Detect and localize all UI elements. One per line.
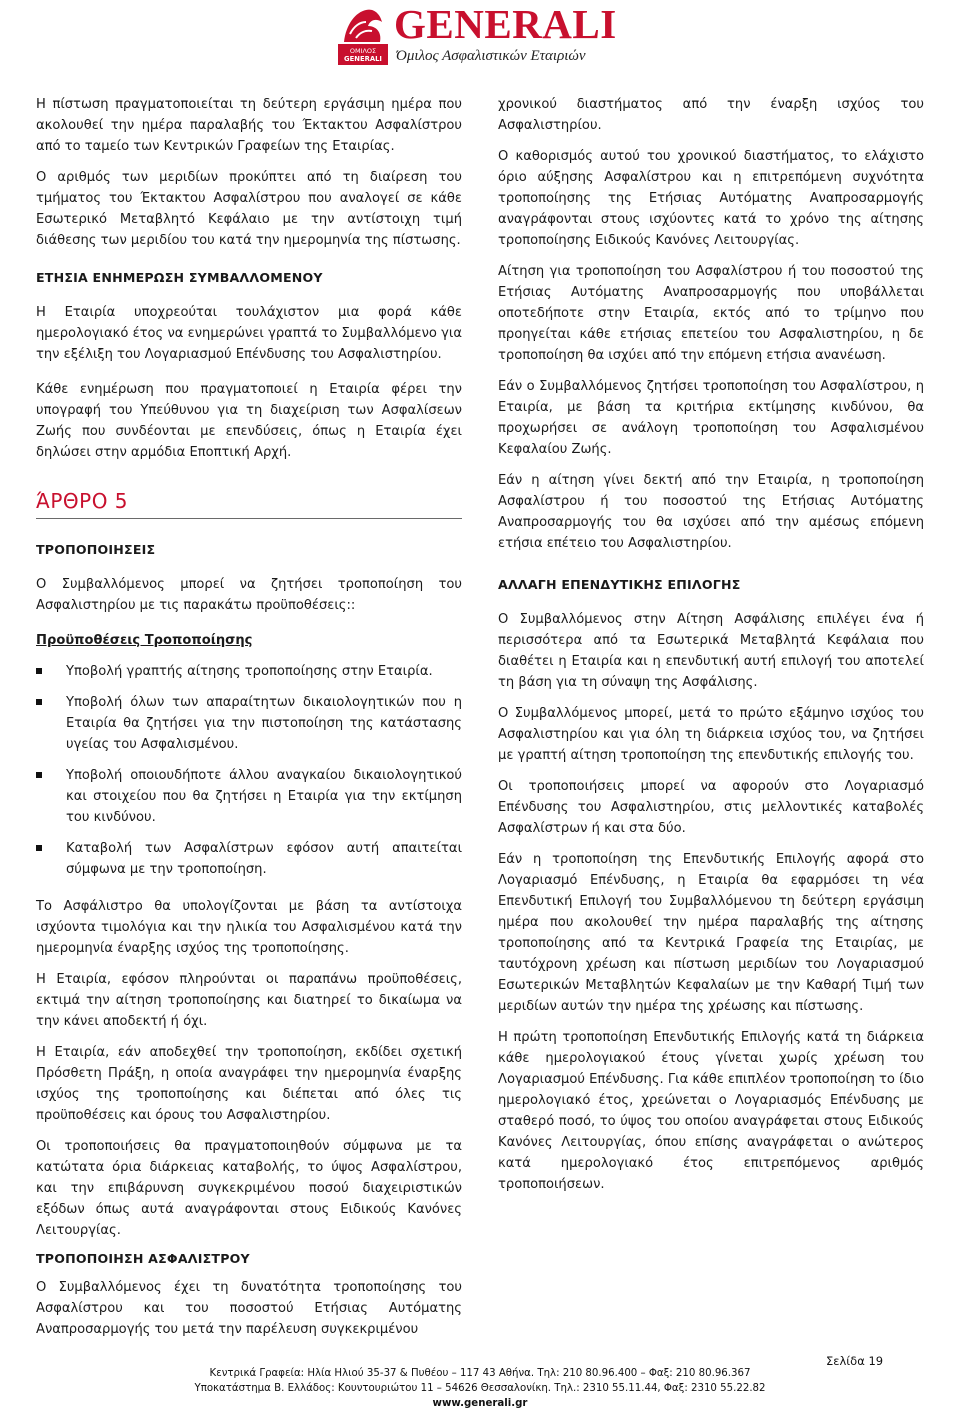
brand-name: GENERALI xyxy=(394,1,617,47)
website-link[interactable]: www.generali.gr xyxy=(432,1398,528,1409)
list-item-text: Υποβολή γραπτής αίτησης τροποποίησης στην Εταιρία. xyxy=(66,664,433,679)
paragraph: Οι τροποποιήσεις μπορεί να αφορούν στο Λογαριασμό Επένδυσης του Ασφαλιστηρίου, στις μελλοντικές καταβολές Ασφαλίστρων ή και στα δύο. xyxy=(498,779,924,836)
generali-logo xyxy=(336,1,617,68)
list-item-text: Καταβολή των Ασφαλίστρων εφόσον αυτή απαιτείται σύμφωνα με την τροποποίηση. xyxy=(66,841,462,877)
paragraph: Ο αριθμός των μεριδίων προκύπτει από τη διαίρεση του τμήματος του Έκτακτου Ασφαλίστρου που αναλογεί σε κάθε Εσωτερικό Μεταβλητό Κεφάλαιο με την αντίστοιχη τιμή διάθεσης των μεριδίου του κατά την ημερομηνία της πίστωσης. xyxy=(36,170,462,248)
brand-tagline: Όμιλος Ασφαλιστικών Εταιριών xyxy=(396,48,586,64)
paragraph: Η πίστωση πραγματοποιείται τη δεύτερη εργάσιμη ημέρα που ακολουθεί την ημέρα παραλαβής του Έκτακτου Ασφαλίστρου από το ταμείο των Κεντρικών Γραφείων της Εταιρίας. xyxy=(36,97,462,154)
right-column xyxy=(498,94,924,1205)
badge-line1: ΟΜΙΛΟΣ xyxy=(349,47,377,55)
paragraph: Ο Συμβαλλόμενος στην Αίτηση Ασφάλισης επιλέγει ένα ή περισσότερα από τα Εσωτερικά Μεταβλητά Κεφάλαια που διαθέτει η Εταιρία και η επενδυτική αυτή επιλογή του αποτελεί τη βάση για τη σύναψη της Ασφάλισης. xyxy=(498,612,924,690)
paragraph: χρονικού διαστήματος από την έναρξη ισχύος του Ασφαλιστηρίου. xyxy=(498,97,924,133)
list-item-text: Υποβολή οποιουδήποτε άλλου αναγκαίου δικαιολογητικού και στοιχείου που θα ζητήσει η Εταιρία για την εκτίμηση του κινδύνου. xyxy=(66,768,462,825)
section-heading: ΑΛΛΑΓΗ ΕΠΕΝΔΥΤΙΚΗΣ ΕΠΙΛΟΓΗΣ xyxy=(498,577,741,592)
paragraph: Η πρώτη τροποποίηση Επενδυτικής Επιλογής κατά τη διάρκεια κάθε ημερολογιακού έτους γίνεται χωρίς χρέωση του Λογαριασμού Επένδυσης. Για κάθε επιπλέον τροποποίηση το ίδιο ημερολογιακό έτος, χρεώνεται ο Λογαριασμός Επένδυσης με σταθερό ποσό, το ύψος του οποίου αναγράφεται στους Ειδικούς Κανόνες Λειτουργίας, όπου επίσης αναγράφεται ο ανώτερος κατά ημερολογιακό έτος επιτρεπόμενος αριθμός τροποποιήσεων. xyxy=(498,1030,924,1192)
paragraph: Εάν η τροποποίηση της Επενδυτικής Επιλογής αφορά στο Λογαριασμό Επένδυσης, η Εταιρία θα εφαρμόσει τη νέα Επενδυτική Επιλογή του Συμβαλλόμενου τη δεύτερη εργάσιμη ημέρα που ακολουθεί την ημέρα παραλαβής της αίτησης τροποποίησης από τα Κεντρικά Γραφεία της Εταιρίας, με ταυτόχρονη χρέωση και πίστωση μεριδίων του Λογαριασμού Εσωτερικών Μεταβλητών Κεφαλαίων με την Καθαρή Τιμή των μεριδίων αυτών την ημέρα της χρέωσης και πίστωσης. xyxy=(498,852,924,1014)
section-heading: ΤΡΟΠΟΠΟΙΗΣΗ ΑΣΦΑΛΙΣΤΡΟΥ xyxy=(36,1251,250,1266)
paragraph: Ο καθορισμός αυτού του χρονικού διαστήματος, το ελάχιστο όριο αύξησης Ασφαλίστρου και η επιτρεπόμενη συχνότητα τροποποίησης της Ετήσιας Αυτόματης Αναπροσαρμογής αναγράφονται στους ισχύοντες κατά το χρόνο της αίτησης τροποποίησης Ειδικούς Κανόνες Λειτουργίας. xyxy=(498,149,924,248)
list-item xyxy=(36,692,462,755)
paragraph: Η Εταιρία υποχρεούται τουλάχιστον μια φορά κάθε ημερολογιακό έτος να ενημερώνει γραπτά το Συμβαλλόμενο για την εξέλιξη του Λογαριασμού Επένδυσης του Ασφαλιστηρίου. xyxy=(36,305,462,362)
paragraph: Ο Συμβαλλόμενος μπορεί, μετά το πρώτο εξάμηνο ισχύος του Ασφαλιστηρίου και για όλη τη διάρκεια ισχύος του, να ζητήσει με γραπτή αίτηση τροποποίηση της επενδυτικής επιλογής του. xyxy=(498,706,924,763)
footer-address-line1: Κεντρικά Γραφεία: Ηλία Ηλιού 35-37 & Πυθέου – 117 43 Αθήνα. Τηλ: 210 80.96.400 – Φαξ: 210 80.96.367 xyxy=(209,1368,751,1379)
list-item-text: Υποβολή όλων των απαραίτητων δικαιολογητικών που η Εταιρία θα ζητήσει για την πιστοποίηση της κατάστασης υγείας του Ασφαλισμένου. xyxy=(66,695,462,752)
square-bullet-icon xyxy=(36,699,42,705)
winged-lion-icon xyxy=(336,4,392,66)
left-column xyxy=(36,94,462,1251)
square-bullet-icon xyxy=(36,845,42,851)
footer-address-line2: Υποκατάστημα Β. Ελλάδος: Κουντουριώτου 11 – 54626 Θεσσαλονίκη. Τηλ.: 2310 55.11.44, Φαξ: 2310 55.22.82 xyxy=(194,1383,766,1394)
square-bullet-icon xyxy=(36,668,42,674)
premium-modification-section xyxy=(36,1248,462,1340)
paragraph: Εάν η αίτηση γίνει δεκτή από την Εταιρία, η τροποποίηση Ασφαλίστρου ή του ποσοστού της Ετήσιας Αυτόματης Αναπροσαρμογής του θα ισχύσει από την αμέσως επόμενη ετήσια επέτειο του Ασφαλιστηρίου. xyxy=(498,473,924,551)
section-heading: ΕΤΗΣΙΑ ΕΝΗΜΕΡΩΣΗ ΣΥΜΒΑΛΛΟΜΕΝΟΥ xyxy=(36,270,323,285)
page-number: Σελίδα 19 xyxy=(826,1354,884,1368)
list-item xyxy=(36,765,462,828)
paragraph: Η Εταιρία, εάν αποδεχθεί την τροποποίηση, εκδίδει σχετική Πρόσθετη Πράξη, η οποία αναγράφει την ημερομηνία έναρξης ισχύος της τροποποίησης και διέπεται από όλες τις προϋποθέσεις και όρους του Ασφαλιστηρίου. xyxy=(36,1045,462,1123)
paragraph: Εάν ο Συμβαλλόμενος ζητήσει τροποποίηση του Ασφαλίστρου, η Εταιρία, με βάση τα κριτήρια εκτίμησης κινδύνου, θα προχωρήσει σε ανάλογη τροποποίηση του Ασφαλισμένου Κεφαλαίου Ζωής. xyxy=(498,379,924,457)
page-footer xyxy=(0,1366,960,1411)
paragraph: Κάθε ενημέρωση που πραγματοποιεί η Εταιρία φέρει την υπογραφή του Υπεύθυνου για τη διαχείριση των Ασφαλίσεων Ζωής που συνδέονται με επενδύσεις, όπως η Εταιρία έχει δηλώσει στην αρμόδια Εποπτική Αρχή. xyxy=(36,382,462,460)
square-bullet-icon xyxy=(36,772,42,778)
paragraph: Ο Συμβαλλόμενος μπορεί να ζητήσει τροποποίηση του Ασφαλιστηρίου με τις παρακάτω προϋποθέσεις:: xyxy=(36,577,462,613)
paragraph: Ο Συμβαλλόμενος έχει τη δυνατότητα τροποποίησης του Ασφαλίστρου και του ποσοστού Ετήσιας Αυτόματης Αναπροσαρμογής του μετά την παρέλευση συγκεκριμένου xyxy=(36,1280,462,1337)
conditions-list xyxy=(36,661,462,880)
list-item xyxy=(36,661,462,682)
paragraph: Το Ασφάλιστρο θα υπολογίζονται με βάση τα αντίστοιχα ισχύοντα τιμολόγια και την ηλικία του Ασφαλισμένου κατά την ημερομηνία έναρξης ισχύος της τροποποίησης. xyxy=(36,899,462,956)
paragraph: Η Εταιρία, εφόσον πληρούνται οι παραπάνω προϋποθέσεις, εκτιμά την αίτηση τροποποίησης και διατηρεί το δικαίωμα να την κάνει αποδεκτή ή όχι. xyxy=(36,972,462,1029)
paragraph: Αίτηση για τροποποίηση του Ασφαλίστρου ή του ποσοστού της Ετήσιας Αυτόματης Αναπροσαρμογής που υποβάλλεται οποτεδήποτε στην Εταιρία, εκτός από το τρίμηνο που προηγείται κάθε ετήσιας επετείου του Ασφαλιστηρίου, η δε τροποποίηση θα ισχύει από την επόμενη ετήσια ανανέωση. xyxy=(498,264,924,363)
subheading: Προϋποθέσεις Τροποποίησης xyxy=(36,633,253,648)
section-heading: ΤΡΟΠΟΠΟΙΗΣΕΙΣ xyxy=(36,542,156,557)
badge-line2: GENERALI xyxy=(344,55,382,63)
list-item xyxy=(36,838,462,880)
article-heading: ΆΡΘΡΟ 5 xyxy=(36,491,462,519)
paragraph: Οι τροποποιήσεις θα πραγματοποιηθούν σύμφωνα με τα κατώτατα όρια διάρκειας καταβολής, το ύψος Ασφαλίστρου, και την επιβάρυνση συγκεκριμένου ποσού διαχειριστικών εξόδων όπως αυτά αναγράφονται στους Ειδικούς Κανόνες Λειτουργίας. xyxy=(36,1139,462,1238)
